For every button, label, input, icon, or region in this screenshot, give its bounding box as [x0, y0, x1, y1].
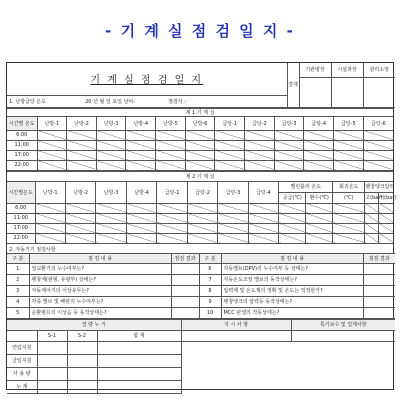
unit2-cell[interactable] — [126, 203, 156, 213]
unit1-cell[interactable] — [156, 140, 186, 150]
return-header: 회귀온도 — [333, 181, 365, 192]
date-fields: 20 년 월 일 요일 날씨: — [85, 98, 135, 105]
unit2-cell[interactable] — [333, 213, 365, 223]
unit2-col-header: 난방-4 — [126, 181, 156, 203]
meter-cell-s2[interactable] — [67, 380, 97, 393]
unit2-cell[interactable] — [379, 203, 393, 213]
doc-title: 기 계 실 점 검 일 지 — [90, 75, 204, 87]
unit2-cell[interactable] — [187, 203, 217, 213]
unit2-col-header: 급탕-2 — [187, 181, 217, 203]
valve-sub-return: 환수(℃) — [306, 192, 333, 203]
chk-item: 팽창탱크의 압력등 동작상태는? — [221, 296, 363, 307]
chk-item: 자동제어기의 이상유무는? — [29, 285, 171, 296]
unit1-cell[interactable] — [363, 160, 393, 170]
unit1-cell[interactable] — [96, 160, 126, 170]
sign-box-1[interactable] — [299, 77, 331, 107]
row1-label: 1. 난방급탕 온도 — [9, 98, 46, 105]
unit1-cell[interactable] — [156, 130, 186, 140]
chk-no: 5 — [7, 307, 29, 318]
unit2-col-header: 급탕-1 — [157, 181, 187, 203]
special-header: 특기보수 및 업계사항 — [291, 319, 395, 330]
unit1-cell[interactable] — [215, 160, 245, 170]
unit1-cell[interactable] — [126, 130, 156, 140]
unit2-cell[interactable] — [157, 213, 187, 223]
unit1-time: 11:00 — [7, 140, 37, 150]
chk-result[interactable] — [363, 296, 395, 307]
unit1-col-header: 급탕-2 — [245, 116, 275, 130]
unit2-cell[interactable] — [365, 213, 379, 223]
approver-1: 기관병장 — [299, 63, 331, 77]
unit1-col-header: 급탕-6 — [363, 116, 393, 130]
unit2-row-header: 시간별온도 — [7, 181, 35, 203]
chk-item: 압력계 및 온도계의 정확 및 온도는 적정한가? — [221, 285, 363, 296]
unit2-cell[interactable] — [35, 203, 65, 213]
unit2-table — [7, 171, 397, 244]
unit1-cell[interactable] — [215, 150, 245, 160]
unit1-cell[interactable] — [185, 140, 215, 150]
unit2-col-header: 난방-2 — [65, 181, 95, 203]
unit1-cell[interactable] — [245, 160, 275, 170]
chk-item: 자동온도조절 밸브의 동작상태는? — [221, 274, 363, 285]
meter-blank — [7, 330, 37, 341]
meter-col-total: 합 계 — [97, 330, 181, 341]
unit1-cell[interactable] — [37, 140, 67, 150]
meter-row-label: 누 계 — [7, 380, 37, 393]
unit1-title: 제 1 기 계 실 — [7, 108, 393, 116]
chk-result[interactable] — [171, 307, 199, 318]
unit2-cell[interactable] — [279, 213, 306, 223]
unit2-cell[interactable] — [65, 233, 95, 243]
unit2-col-header: 난방-1 — [35, 181, 65, 203]
unit2-time: 6:00 — [7, 203, 35, 213]
unit2-cell[interactable] — [279, 233, 306, 243]
chk-item: 순환펌프의 이상음 등 동작상태는? — [29, 307, 171, 318]
unit1-cell[interactable] — [67, 140, 97, 150]
unit1-cell[interactable] — [334, 130, 364, 140]
banner-title: - 기 계 실 점 검 일 지 - — [105, 21, 295, 40]
unit2-col-header: 급탕-4 — [248, 181, 279, 203]
chk-item: 열교환기의 누수여부는? — [29, 263, 171, 274]
meter-col-s1: S-1 — [37, 330, 67, 341]
notes-box[interactable] — [181, 330, 291, 341]
chk-no: 2 — [7, 274, 29, 285]
unit2-cell[interactable] — [279, 223, 306, 233]
unit1-cell[interactable] — [215, 130, 245, 140]
unit1-cell[interactable] — [67, 130, 97, 140]
unit2-cell[interactable] — [65, 223, 95, 233]
meter-row-label: 연림지침 — [7, 341, 37, 354]
unit2-cell[interactable] — [35, 223, 65, 233]
unit1-cell[interactable] — [37, 130, 67, 140]
unit2-cell[interactable] — [96, 233, 126, 243]
unit2-cell[interactable] — [279, 203, 306, 213]
unit2-cell[interactable] — [365, 203, 379, 213]
unit1-cell[interactable] — [334, 140, 364, 150]
unit2-cell[interactable] — [96, 203, 126, 213]
doc-title-cell — [7, 63, 287, 95]
unit2-cell[interactable] — [157, 233, 187, 243]
unit1-cell[interactable] — [274, 140, 304, 150]
unit2-cell[interactable] — [157, 223, 187, 233]
unit2-cell[interactable] — [379, 233, 393, 243]
pressure-sub-high: 고(bar) — [365, 192, 379, 203]
info-row — [7, 95, 287, 107]
checklist-table — [7, 253, 395, 319]
unit1-time: 17:00 — [7, 150, 37, 160]
unit2-cell[interactable] — [218, 203, 248, 213]
unit2-cell[interactable] — [126, 233, 156, 243]
unit2-cell[interactable] — [65, 213, 95, 223]
top-banner — [0, 0, 400, 60]
chk-col-result-left: 점검 결과 — [171, 253, 199, 263]
unit1-cell[interactable] — [126, 160, 156, 170]
unit2-cell[interactable] — [187, 223, 217, 233]
valve-header: 밸런블러 온도 — [279, 181, 333, 192]
unit1-cell[interactable] — [304, 160, 334, 170]
unit1-col-header: 난방-3 — [96, 116, 126, 130]
unit2-cell[interactable] — [35, 233, 65, 243]
unit2-cell[interactable] — [365, 233, 379, 243]
unit1-cell[interactable] — [156, 150, 186, 160]
chk-result[interactable] — [171, 263, 199, 274]
unit1-cell[interactable] — [37, 160, 67, 170]
chk-no: 8 — [199, 285, 221, 296]
chk-no: 4 — [7, 296, 29, 307]
unit1-time: 6:00 — [7, 130, 37, 140]
unit1-cell[interactable] — [363, 150, 393, 160]
unit1-cell[interactable] — [304, 130, 334, 140]
unit1-col-header: 급탕-5 — [334, 116, 364, 130]
pressure-sub-low: 저(bar) — [379, 192, 393, 203]
checklist-title: 2. 자동기기 점검사항 — [9, 246, 56, 253]
unit2-cell[interactable] — [126, 213, 156, 223]
unit1-col-header: 급탕-4 — [304, 116, 334, 130]
chk-item: 자동밸브(DPV)의 누수여부 등 상태는? — [221, 263, 363, 274]
unit1-col-header: 급탕-3 — [274, 116, 304, 130]
chk-result[interactable] — [171, 274, 199, 285]
chk-item: 팽창계(판형, 유량부) 상태는? — [29, 274, 171, 285]
unit1-cell[interactable] — [245, 130, 275, 140]
unit2-cell[interactable] — [248, 203, 279, 213]
unit2-cell[interactable] — [218, 233, 248, 243]
inspection-sheet — [6, 62, 397, 390]
unit2-cell[interactable] — [126, 223, 156, 233]
unit1-cell[interactable] — [304, 150, 334, 160]
meter-cell-s2[interactable] — [67, 354, 97, 367]
chk-item: 각종 밸브 및 배관의 누수여부는? — [29, 296, 171, 307]
meter-cell-s2[interactable] — [67, 367, 97, 380]
meter-col-s2: S-2 — [67, 330, 97, 341]
unit2-time: 11:00 — [7, 213, 35, 223]
chk-no: 6 — [199, 263, 221, 274]
approver-2: 시설과장 — [331, 63, 363, 77]
unit2-cell[interactable] — [333, 233, 365, 243]
unit1-cell[interactable] — [37, 150, 67, 160]
meter-cell-s1[interactable] — [37, 380, 67, 393]
chk-no: 9 — [199, 296, 221, 307]
unit1-cell[interactable] — [334, 150, 364, 160]
sign-box-3[interactable] — [363, 77, 395, 107]
sign-box-2[interactable] — [331, 77, 363, 107]
unit2-col-header: 급탕-3 — [218, 181, 248, 203]
unit1-cell[interactable] — [126, 150, 156, 160]
unit2-cell[interactable] — [157, 203, 187, 213]
unit1-cell[interactable] — [363, 130, 393, 140]
unit2-cell[interactable] — [187, 233, 217, 243]
unit1-col-header: 난방-5 — [156, 116, 186, 130]
unit1-cell[interactable] — [67, 160, 97, 170]
special-box[interactable] — [291, 330, 395, 341]
unit2-cell[interactable] — [379, 223, 393, 233]
unit1-cell[interactable] — [96, 130, 126, 140]
meter-header: 열 량 누 거 — [7, 319, 181, 330]
unit2-cell[interactable] — [248, 213, 279, 223]
chk-no: 1 — [7, 263, 29, 274]
meter-cell-s1[interactable] — [37, 354, 67, 367]
unit2-cell[interactable] — [96, 213, 126, 223]
chk-result[interactable] — [363, 263, 395, 274]
chk-col-item-right: 점 검 내 용 — [221, 253, 363, 263]
unit2-cell[interactable] — [96, 223, 126, 233]
unit1-cell[interactable] — [185, 130, 215, 140]
unit2-cell[interactable] — [306, 233, 333, 243]
unit2-title: 제 2 기 계 실 — [7, 171, 393, 181]
unit2-cell[interactable] — [306, 223, 333, 233]
unit1-col-header: 난방-4 — [126, 116, 156, 130]
unit1-cell[interactable] — [334, 160, 364, 170]
notes-header: 지 시 사 항 — [181, 319, 291, 330]
unit2-cell[interactable] — [65, 203, 95, 213]
unit2-cell[interactable] — [218, 223, 248, 233]
unit1-cell[interactable] — [215, 140, 245, 150]
unit1-cell[interactable] — [245, 150, 275, 160]
chk-col-no-left: 구 분 — [7, 253, 29, 263]
chk-no: 7 — [199, 274, 221, 285]
chk-item: MCC 판넬의 작동상태는? — [221, 307, 363, 318]
unit1-cell[interactable] — [96, 150, 126, 160]
chk-col-result-right: 점검 결과 — [363, 253, 395, 263]
unit1-cell[interactable] — [156, 160, 186, 170]
meter-cell-total[interactable] — [97, 354, 181, 367]
chk-result[interactable] — [171, 285, 199, 296]
pressure-header: 팽창탱크압력 — [365, 181, 393, 192]
unit1-row-header: 시간별 온도 — [7, 116, 37, 130]
chk-result[interactable] — [363, 274, 395, 285]
meter-cell-s1[interactable] — [37, 341, 67, 354]
unit2-cell[interactable] — [306, 213, 333, 223]
meter-row-label: 사 용 량 — [7, 367, 37, 380]
unit1-cell[interactable] — [274, 130, 304, 140]
chk-result[interactable] — [363, 285, 395, 296]
return-unit: (℃) — [333, 192, 365, 203]
chk-col-no-right: 구 분 — [199, 253, 221, 263]
unit1-table — [7, 108, 393, 171]
inspector-label: 점검자 : — [168, 98, 186, 105]
unit2-cell[interactable] — [365, 223, 379, 233]
unit2-cell[interactable] — [218, 213, 248, 223]
unit1-cell[interactable] — [304, 140, 334, 150]
approver-3: 관리소장 — [363, 63, 395, 77]
unit2-cell[interactable] — [248, 223, 279, 233]
meter-row-label: 금일지침 — [7, 354, 37, 367]
unit1-cell[interactable] — [185, 160, 215, 170]
unit1-cell[interactable] — [363, 140, 393, 150]
header-table — [7, 63, 395, 108]
unit1-cell[interactable] — [126, 140, 156, 150]
chk-no: 10 — [199, 307, 221, 318]
unit1-cell[interactable] — [274, 150, 304, 160]
chk-result[interactable] — [171, 296, 199, 307]
chk-col-item-left: 점 검 내 용 — [29, 253, 171, 263]
unit1-cell[interactable] — [96, 140, 126, 150]
unit2-cell[interactable] — [248, 233, 279, 243]
meter-cell-total[interactable] — [97, 367, 181, 380]
unit2-cell[interactable] — [379, 213, 393, 223]
unit1-cell[interactable] — [274, 160, 304, 170]
meter-cell-total[interactable] — [97, 380, 181, 393]
meter-cell-total[interactable] — [97, 341, 181, 354]
unit1-col-header: 난방-6 — [185, 116, 215, 130]
unit2-cell[interactable] — [306, 203, 333, 213]
unit1-cell[interactable] — [245, 140, 275, 150]
unit2-cell[interactable] — [187, 213, 217, 223]
unit1-time: 22:00 — [7, 160, 37, 170]
approval-label: 결재 — [287, 63, 299, 107]
valve-sub-supply: 공급(℃) — [279, 192, 306, 203]
meter-cell-s1[interactable] — [37, 367, 67, 380]
unit2-cell[interactable] — [333, 203, 365, 213]
bottom-table — [7, 319, 395, 394]
unit2-time: 17:00 — [7, 223, 35, 233]
unit1-cell[interactable] — [185, 150, 215, 160]
unit1-col-header: 난방-2 — [67, 116, 97, 130]
chk-no: 3 — [7, 285, 29, 296]
unit2-time: 22:00 — [7, 233, 35, 243]
chk-result[interactable] — [363, 307, 395, 318]
unit2-col-header: 난방-3 — [96, 181, 126, 203]
unit1-col-header: 난방-1 — [37, 116, 67, 130]
unit2-cell[interactable] — [35, 213, 65, 223]
unit1-col-header: 급탕-1 — [215, 116, 245, 130]
unit2-cell[interactable] — [333, 223, 365, 233]
meter-cell-s2[interactable] — [67, 341, 97, 354]
unit1-cell[interactable] — [67, 150, 97, 160]
